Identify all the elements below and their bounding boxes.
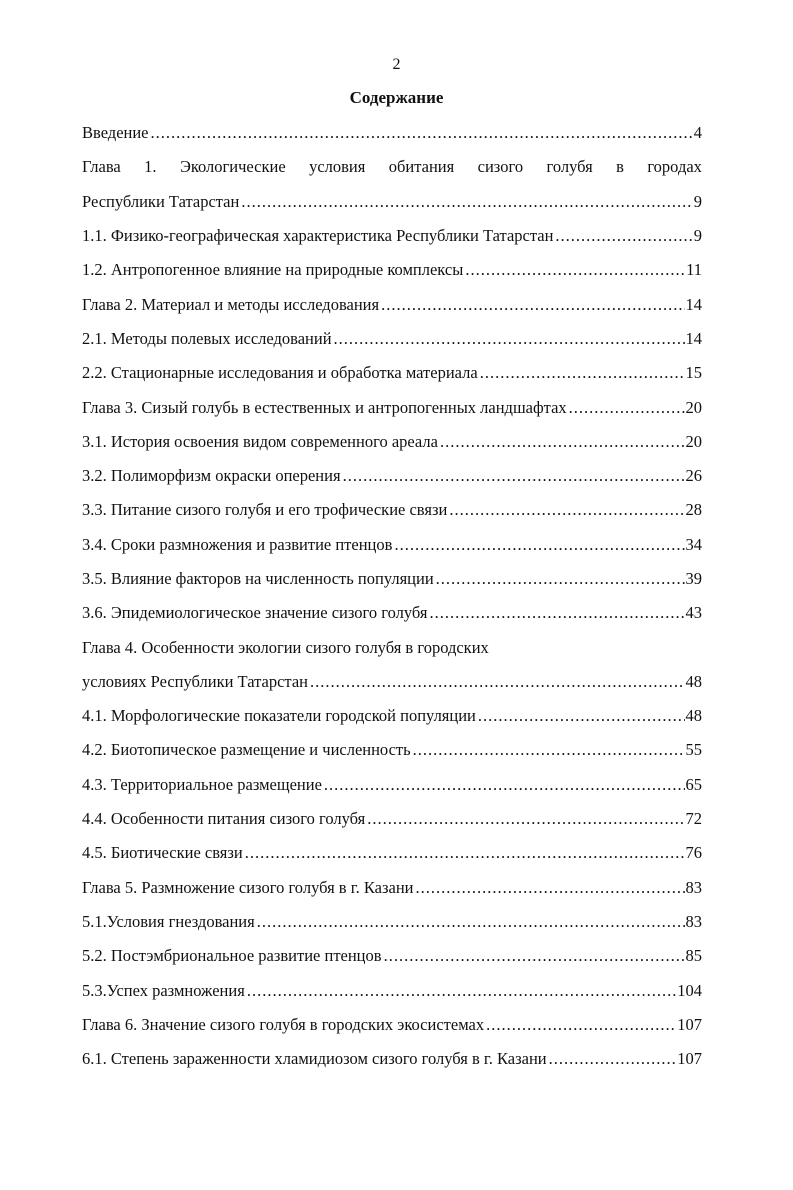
toc-entry (82, 768, 702, 802)
dot-leader (480, 363, 685, 383)
dot-leader (241, 192, 692, 212)
toc-entry-word: городах (647, 157, 702, 177)
toc-line (82, 425, 702, 459)
dot-leader (247, 981, 676, 1001)
dot-leader (440, 432, 685, 452)
toc-entry-page: 9 (693, 226, 702, 246)
toc-entry-word: Экологические (179, 157, 286, 177)
toc-entry (82, 802, 702, 836)
dot-leader (367, 809, 684, 829)
toc-entry (82, 905, 702, 939)
toc-entry-page: 83 (685, 877, 702, 897)
toc-entry (82, 116, 702, 150)
toc-entry-page: 26 (685, 466, 702, 486)
toc-entry-title: 3.6. Эпидемиологическое значение сизого голубя (82, 603, 428, 623)
toc-entry-page: 39 (685, 569, 702, 588)
toc-entry-word: Глава (82, 157, 121, 177)
toc-entry-title: 4.1. Морфологические показатели городской популяции (82, 706, 476, 726)
toc-entry (82, 699, 702, 733)
toc-entry (82, 1008, 702, 1042)
toc-entry (82, 185, 702, 219)
toc-entry (82, 287, 702, 321)
toc-entry-page: 65 (685, 774, 702, 794)
toc-line (82, 116, 702, 150)
page-title: Содержание (349, 88, 444, 107)
toc-line (82, 665, 702, 699)
dot-leader (245, 843, 685, 863)
toc-entry-title: Глава 3. Сизый голубь в естественных и антропогенных ландшафтах (82, 397, 567, 417)
toc-entry (82, 219, 702, 253)
toc-line (82, 871, 702, 905)
toc-entry-title: Введение (82, 123, 149, 143)
dot-leader (436, 569, 685, 589)
toc-entry-page: 34 (685, 534, 702, 554)
toc-entry-title: Глава 6. Значение сизого голубя в городских экосистемах (82, 1014, 485, 1034)
toc-entry-title: 2.1. Методы полевых исследований (82, 328, 332, 348)
toc-entry (82, 390, 702, 424)
toc-line (82, 1042, 702, 1076)
toc-entry-word: условия (309, 157, 366, 177)
toc-entry-page: 28 (685, 500, 702, 520)
dot-leader (151, 123, 693, 143)
toc-entry-title: Республики Татарстан (82, 191, 240, 211)
toc-line (82, 768, 702, 802)
dot-leader (478, 706, 685, 726)
toc-entry (82, 836, 702, 870)
dot-leader (324, 775, 685, 795)
toc-entry (82, 493, 702, 527)
toc-entry-word: сизого (477, 157, 524, 177)
toc-entry-title: 1.1. Физико-географическая характеристика Республики Татарстан (82, 226, 554, 246)
table-of-contents (82, 116, 702, 1076)
toc-line (82, 219, 702, 253)
page-number: 2 (392, 56, 401, 73)
toc-line (82, 733, 702, 767)
dot-leader (257, 912, 685, 932)
toc-line (82, 699, 702, 733)
toc-line (82, 973, 702, 1007)
toc-entry (82, 356, 702, 390)
toc-entry-page: 83 (685, 911, 702, 931)
toc-entry-page: 48 (685, 671, 702, 691)
toc-entry-title: 5.2. Постэмбриональное развитие птенцов (82, 946, 382, 966)
toc-line (82, 322, 702, 356)
toc-line (82, 150, 702, 184)
toc-entry-word: 1. (144, 157, 157, 177)
dot-leader (430, 603, 685, 623)
toc-entry (82, 562, 702, 596)
dot-leader (555, 226, 692, 246)
toc-entry (82, 733, 702, 767)
dot-leader (343, 466, 685, 486)
toc-entry-page: 107 (677, 1014, 702, 1034)
toc-entry-title: 3.3. Питание сизого голубя и его трофические связи (82, 500, 448, 520)
toc-entry (82, 973, 702, 1007)
toc-line (82, 287, 702, 321)
toc-entry-title: 5.3.Успех размножения (82, 980, 245, 1000)
toc-entry-page: 76 (685, 843, 702, 863)
toc-entry-title: 3.2. Полиморфизм окраски оперения (82, 466, 341, 486)
toc-entry-title: Глава 2. Материал и методы исследования (82, 294, 380, 314)
toc-line (82, 630, 702, 664)
toc-entry (82, 322, 702, 356)
toc-line (82, 562, 702, 596)
toc-line (82, 1008, 702, 1042)
toc-entry-title: 1.2. Антропогенное влияние на природные комплексы (82, 260, 464, 280)
dot-leader (381, 295, 684, 315)
dot-leader (465, 260, 685, 280)
toc-entry-word: голубя (546, 157, 593, 177)
dot-leader (449, 500, 684, 520)
toc-line (82, 459, 702, 493)
dot-leader (394, 535, 684, 555)
toc-entry-title: 4.4. Особенности питания сизого голубя (82, 809, 366, 829)
toc-line (82, 390, 702, 424)
dot-leader (334, 329, 685, 349)
toc-entry-page: 15 (685, 363, 702, 383)
toc-entry-page: 4 (693, 123, 702, 143)
toc-entry-page: 14 (685, 294, 702, 314)
toc-line (82, 493, 702, 527)
toc-entry-title: условиях Республики Татарстан (82, 671, 308, 691)
toc-entry (82, 459, 702, 493)
toc-entry-title: 4.5. Биотические связи (82, 843, 243, 863)
toc-entry (82, 150, 702, 184)
toc-entry-title: 6.1. Степень зараженности хламидиозом сизого голубя в г. Казани (82, 1049, 547, 1069)
toc-entry (82, 630, 702, 664)
toc-line (82, 253, 702, 287)
toc-entry-page: 85 (685, 946, 702, 966)
toc-entry-page: 107 (677, 1049, 702, 1069)
toc-entry-word: обитания (388, 157, 455, 177)
dot-leader (310, 672, 685, 692)
toc-entry-title: 3.1. История освоения видом современного ареала (82, 431, 438, 451)
toc-line (82, 185, 702, 219)
toc-entry-page: 20 (685, 431, 702, 451)
toc-entry (82, 939, 702, 973)
toc-entry (82, 1042, 702, 1076)
toc-entry-page: 11 (686, 260, 702, 280)
toc-entry-title: 4.3. Территориальное размещение (82, 774, 322, 794)
toc-entry-title: Глава 4. Особенности экологии сизого голубя в городских (82, 637, 489, 657)
toc-entry-page: 43 (685, 603, 702, 623)
toc-entry (82, 871, 702, 905)
toc-entry-page: 104 (677, 980, 702, 1000)
toc-entry-page: 48 (685, 706, 702, 726)
toc-entry-page: 9 (693, 191, 702, 211)
toc-entry-page: 55 (685, 740, 702, 760)
toc-line (82, 939, 702, 973)
toc-entry (82, 253, 702, 287)
toc-entry-title: 3.4. Сроки размножения и развитие птенцов (82, 534, 393, 554)
toc-entry-title: 2.2. Стационарные исследования и обработка материала (82, 363, 478, 383)
toc-entry-title: 3.5. Влияние факторов на численность популяции (82, 569, 434, 588)
toc-line (82, 596, 702, 630)
dot-leader (384, 946, 685, 966)
toc-entry-page: 20 (685, 397, 702, 417)
toc-line (82, 905, 702, 939)
toc-entry-page: 72 (685, 809, 702, 829)
dot-leader (413, 740, 685, 760)
dot-leader (569, 398, 685, 418)
toc-line (82, 802, 702, 836)
toc-entry-page: 14 (685, 328, 702, 348)
dot-leader (486, 1015, 676, 1035)
toc-line (82, 836, 702, 870)
toc-entry-word: в (616, 157, 624, 177)
toc-entry (82, 528, 702, 562)
toc-entry-title: Глава 5. Размножение сизого голубя в г. Казани (82, 877, 414, 897)
toc-line (82, 528, 702, 562)
toc-entry-title: 5.1.Условия гнездования (82, 911, 255, 931)
dot-leader (415, 878, 684, 898)
toc-entry (82, 665, 702, 699)
toc-line (82, 356, 702, 390)
dot-leader (549, 1049, 677, 1069)
toc-entry (82, 596, 702, 630)
toc-entry-title: 4.2. Биотопическое размещение и численность (82, 740, 411, 760)
toc-entry (82, 425, 702, 459)
